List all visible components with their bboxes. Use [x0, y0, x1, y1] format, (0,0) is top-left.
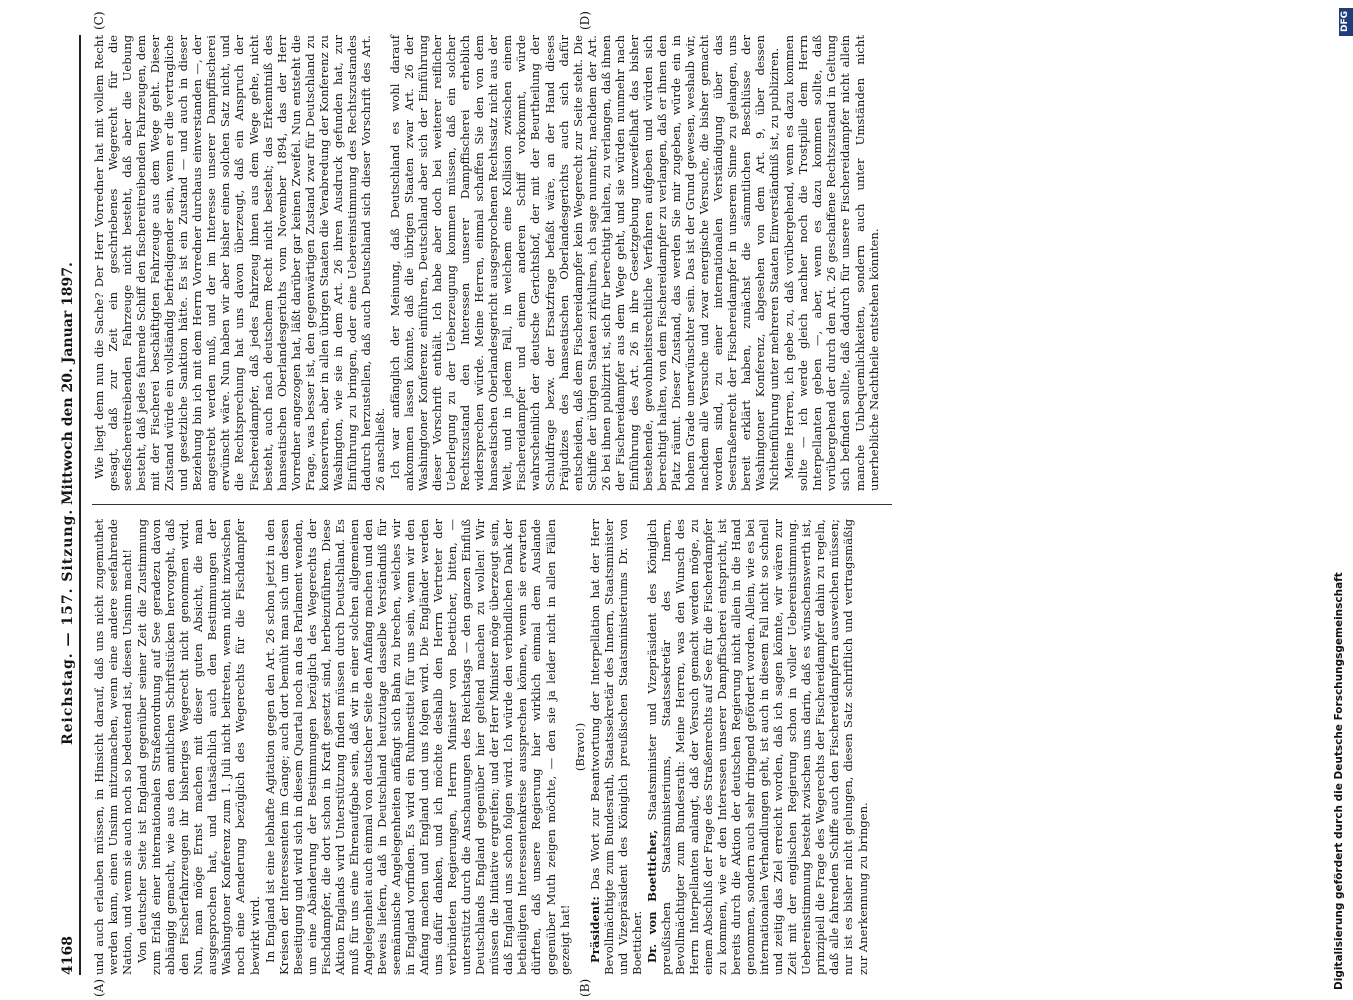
interjection: (Bravo!): [572, 722, 587, 772]
dfg-logo: [1339, 8, 1353, 36]
speaker-label: Dr. von Boetticher,: [644, 829, 659, 963]
rotated-newspaper-page: [58, 11, 1298, 997]
page-number: 4168: [60, 936, 76, 975]
session-title: Reichstag. — 157. Sitzung.: [60, 508, 76, 745]
margin-mark-a: (A): [92, 978, 106, 997]
paragraph: Von deutscher Seite ist England gegenüber seiner Zeit die Zustimmung zum Erlaß einer internationalen Straßenordnung auf See geradezu davon abhängig gemacht, wie aus den amtlichen Schriftstücken hervorgeht, daß den Fischerfahrzeugen ihr bisheriges Wegerecht nicht genommen wird. Nun, man möge Ernst machen mit dieser guten Absicht, die man ausgesprochen hat, und thatsächlich auch den Bestimmungen der Washingtoner Konferenz zum 1. Juli nicht beitreten, wenn nicht inzwischen noch eine Aenderung bezüglich des Wegerechts für die Fischdampfer bewirkt wird.: [135, 519, 262, 975]
paragraph: In England ist eine lebhafte Agitation gegen den Art. 26 schon jetzt in den Kreisen der Interessenten im Gange; auch dort bemüht man sich um dessen Beseitigung und wird sich in diesem Quartal noch an das Parlament wenden, um eine Abänderung der Bestimmungen bezüglich des Wegerechts der Fischdampfer, die dort schon in Kraft gesetzt sind, herbeizuführen. Diese Aktion Englands wird Unterstützung finden müssen durch Deutschland. Es muß für uns eine Ehrenaufgabe sein, daß wir in einer solchen allgemeinen Angelegenheit auch einmal von deutscher Seite den Anfang machen und den Beweis liefern, daß in Deutschland heutzutage dasselbe Verständniß für seemännische Angelegenheiten anfängt sich Bahn zu brechen, welches wir in England vorfinden. Es wird ein Ruhmestitel für uns sein, wenn wir den Anfang machen und England und uns folgen wird. Die Engländer werden uns dafür danken, und ich möchte deshalb den Herrn Vertreter der verbündeten Regierungen, Herrn Minister von Boetticher, bitten, — unterstützt durch die Anschauungen des Reichstags — den ganzen Einfluß Deutschlands England gegenüber hier geltend machen zu wollen! Wir müssen die Initiative ergreifen; und der Herr Minister möge überzeugt sein, daß England uns schon folgen wird. Ich würde den verbindlichen Dank der betheiligten Interessentenkreise aussprechen können, wenn sie erwarten dürften, daß unsere Regierung hier wirklich einmal dem Auslande gegenüber Muth zeigen möchte, — den sie ja leider nicht in allen Fällen gezeigt hat!: [262, 519, 572, 975]
paragraph: Wie liegt denn nun die Sache? Der Herr Vorredner hat mit vollem Recht gesagt, daß zur Zeit ein geschriebenes Wegerecht für die seefischereitreibenden Fahrzeuge nicht besteht, daß aber die Uebung besteht, daß jedes fahrende Schiff den fischereitreibenden Fahrzeugen, dem mit der Fischerei beschäftigten Fahrzeuge aus dem Wege geht. Dieser Zustand würde ein vollständig befriedigender sein, wenn er die vertragliche und gesetzliche Sanktion hätte. Es ist ein Zustand — und auch in dieser Beziehung bin ich mit dem Herrn Vorredner durchaus einverstanden —, der angestrebt werden muß, und der im Interesse unserer Dampffischerei erwünscht wäre. Nun haben wir aber bisher einen solchen Satz nicht, und die Rechtsprechung hat uns davon überzeugt, daß ein Anspruch der Fischereidampfer, daß jedes Fahrzeug ihnen aus dem Wege gehe, nicht besteht, auch nach deutschem Recht nicht besteht; das Erkenntniß des hanseatischen Oberlandesgerichts vom November 1894, das der Herr Vorredner angezogen hat, läßt darüber gar keinen Zweifel. Nun entsteht die Frage, was besser ist, den gegenwärtigen Zustand zwar für Deutschland zu konserviren, aber in allen übrigen Staaten die Verabredung der Konferenz zu Washington, wie sie in dem Art. 26 ihren Ausdruck gefunden hat, zur Einführung zu bringen, oder eine Uebereinstimmung des Rechtszustandes dadurch herzustellen, daß auch Deutschland sich dieser Vorschrift des Art. 26 anschließt.: [92, 35, 387, 491]
speech-paragraph: [645, 519, 870, 975]
header-rule: [79, 35, 81, 975]
speaker-label: Präsident:: [587, 896, 602, 963]
president-paragraph: [588, 519, 644, 975]
dfg-logo-text: DFG: [1340, 10, 1350, 32]
margin-mark-d: (D): [578, 11, 592, 30]
speech-text: Staatsminister und Vizepräsident des Königlich preußischen Staatsministeriums, Staatssekretär des Innern, Bevollmächtigter zum Bundesrath: Meine Herren, was den Wunsch des Herrn Interpellanten anlangt, daß der Versuch gemacht werden möge, zu einem Abschluß der Frage des Straßenrechts auf See für die Fischerdampfer zu kommen, wie er den Interessen unserer Dampffischerei entspricht, ist bereits durch die Aktion der deutschen Regierung nicht allein in die Hand genommen, sondern auch sehr dringend gefördert worden. Allein, wie es bei internationalen Verhandlungen geht, ist auch in diesem Fall nicht so schnell und zeitig das Ziel erreicht worden, daß ich sagen könnte, wir wären zur Zeit mit der englischen Regierung schon in voller Uebereinstimmung. Uebereinstimmung besteht zwischen uns darin, daß es wünschenswerth ist, prinzipiell die Frage des Wegerechts der Fischereidampfer dahin zu regeln, daß alle fahrenden Schiffe auch den Fischereidampfern ausweichen müssen; nur ist es bisher nicht gelungen, diesen Satz schriftlich und vertragsmäßig zur Anerkennung zu bringen.: [644, 518, 870, 975]
paragraph: und auch erlauben müssen, in Hinsicht darauf, daß uns nicht zugemuthet werden kann, einen Unsinn mitzumachen, wenn eine andere seefahrende Nation, und wenn sie auch noch so bedeutend ist, diesen Unsinn macht!: [92, 519, 135, 975]
session-date: Mittwoch den 20. Januar 1897.: [60, 262, 76, 505]
digitization-credit: Digitalisierung gefördert durch die Deutsche Forschungsgemeinschaft: [1333, 572, 1345, 990]
page-header: [58, 35, 80, 975]
paragraph: Meine Herren, ich gebe zu, daß vorübergehend, wenn es dazu kommen sollte — ich werde gleich nachher noch die Trostpille dem Herrn Interpellanten geben —, aber, wenn es dazu kommen sollte, daß vorübergehend der durch den Art. 26 geschaffene Rechtszustand in Geltung sich befinden sollte, daß dadurch für unsere Fischereidampfer nicht allein manche Unbequemlichkeiten, sondern auch unter Umständen nicht unerhebliche Nachtheile entstehen könnten.: [782, 35, 881, 491]
right-column: [92, 35, 882, 491]
margin-mark-b: (B): [578, 978, 592, 997]
column-divider: [92, 504, 892, 505]
paragraph: Ich war anfänglich der Meinung, daß Deutschland es wohl darauf ankommen lassen könnte, daß die übrigen Staaten zwar Art. 26 der Washingtoner Konferenz einführen, Deutschland aber sich der Einführung dieser Vorschrift enthält. Ich habe aber doch bei weiterer reiflicher Ueberlegung zu der Ueberzeugung kommen müssen, daß ein solcher Rechtszustand den Interessen unserer Dampffischerei erheblich widersprechen würde. Meine Herren, einmal schaffen Sie den von dem hanseatischen Oberlandesgericht ausgesprochenen Rechtssatz nicht aus der Welt, und in jedem Fall, in welchem eine Kollision zwischen einem Fischereidampfer und einem anderen Schiff vorkommt, würde wahrscheinlich der deutsche Gerichtshof, der mit der Beurtheilung der Schuldfrage bezw. der Ersatzfrage befaßt wäre, an der Hand dieses Präjudizes des hanseatischen Oberlandesgerichts auch sich dafür entscheiden, daß dem Fischereidampfer kein Wegerecht zur Seite steht. Die Schiffe der übrigen Staaten zirkuliren, ich sage nunmehr, nachdem der Art. 26 bei ihnen publizirt ist, sich für berechtigt halten, zu verlangen, daß ihnen der Fischereidampfer aus dem Wege geht, und sie würden nunmehr nach Einführung des Art. 26 in ihre Gesetzgebung unzweifelhaft das bisher bestehende, gewohnheitsrechtliche Verfahren aufgeben und würden sich berechtigt halten, von dem Fischereidampfer zu verlangen, daß er ihnen den Platz räumt. Dieser Zustand, das werden Sie mir zugeben, würde ein in hohem Grade unerwünschter sein. Das ist der Grund gewesen, weshalb wir, nachdem alle Versuche und zwar energische Versuche, die bisher gemacht worden sind, zu einer internationalen Verständigung über das Seestraßenrecht der Fischereidampfer in unserem Sinne zu gelangen, uns bereit erklärt haben, zunächst die sämmtlichen Beschlüsse der Washingtoner Konferenz, abgesehen von dem Art. 9, über dessen Nichteinführung unter mehreren Staaten Einverständniß ist, zu publiziren.: [387, 35, 782, 491]
president-text: Das Wort zur Beantwortung der Interpellation hat der Herr Bevollmächtigte zum Bundesrath, Staatssekretär des Innern, Staatsminister und Vizepräsident des Königlich preußischen Staatsministeriums Dr. von Boetticher.: [587, 519, 644, 975]
margin-mark-c: (C): [92, 11, 106, 30]
left-column: [92, 519, 871, 975]
